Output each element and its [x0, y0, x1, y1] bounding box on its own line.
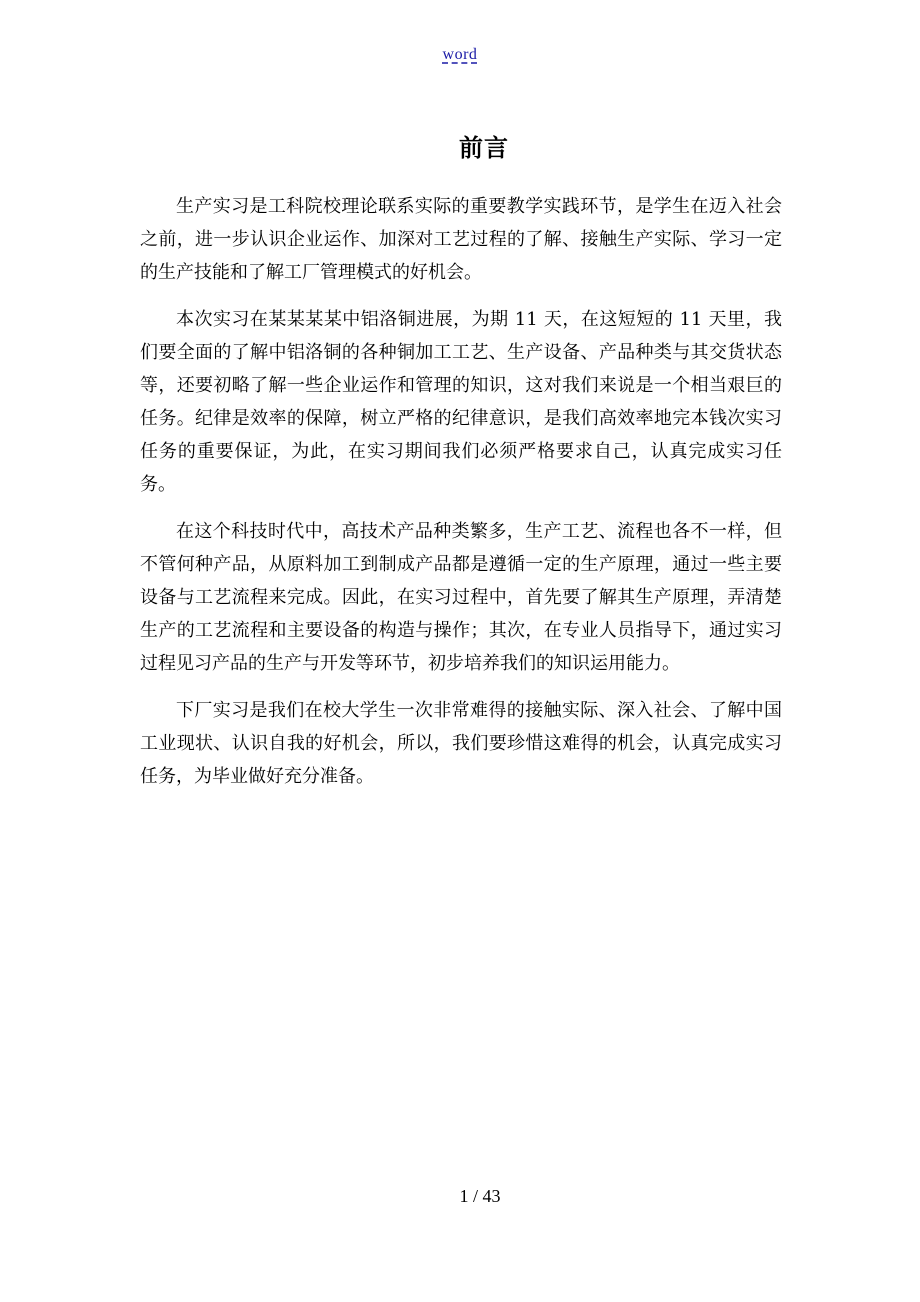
- document-body: [140, 190, 782, 807]
- header-word-link-container: [0, 46, 920, 64]
- word-link[interactable]: word: [442, 46, 478, 63]
- page-title: 前言: [459, 134, 509, 162]
- paragraph-2: 本次实习在某某某某中铝洛铜进展，为期 11 天，在这短短的 11 天里，我们要全面的了解中铝洛铜的各种铜加工工艺、生产设备、产品种类与其交货状态等，还要初略了解一些企业运作和管理的知识，这对我们来说是一个相当艰巨的任务。纪律是效率的保障，树立严格的纪律意识，是我们高效率地完本钱次实习任务的重要保证，为此，在实习期间我们必须严格要求自己，认真完成实习任务。: [140, 309, 782, 495]
- page-number: 1 / 43: [459, 1186, 501, 1206]
- paragraph-1: 生产实习是工科院校理论联系实际的重要教学实践环节，是学生在迈入社会之前，进一步认识企业运作、加深对工艺过程的了解、接触生产实际、学习一定的生产技能和了解工厂管理模式的好机会。: [140, 196, 782, 283]
- paragraph-4: 下厂实习是我们在校大学生一次非常难得的接触实际、深入社会、了解中国工业现状、认识自我的好机会，所以，我们要珍惜这难得的机会，认真完成实习任务，为毕业做好充分准备。: [140, 700, 782, 787]
- paragraph-3: 在这个科技时代中，高技术产品种类繁多，生产工艺、流程也各不一样，但不管何种产品，从原料加工到制成产品都是遵循一定的生产原理，通过一些主要设备与工艺流程来完成。因此，在实习过程中，首先要了解其生产原理，弄清楚生产的工艺流程和主要设备的构造与操作；其次，在专业人员指导下，通过实习过程见习产品的生产与开发等环节，初步培养我们的知识运用能力。: [140, 521, 782, 674]
